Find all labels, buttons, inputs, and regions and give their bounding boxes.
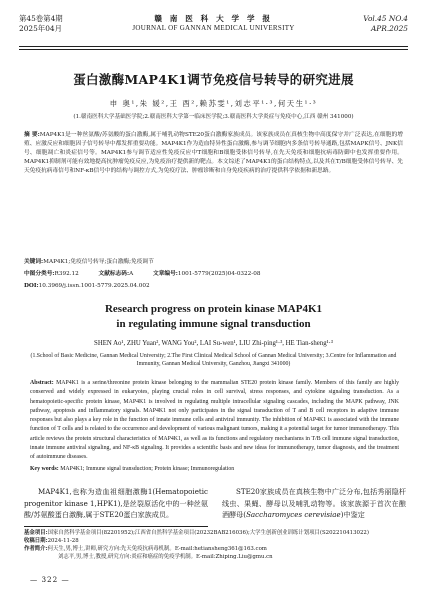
doi-line <box>24 282 403 291</box>
abstract-text-cn: MAP4K1是一种丝氨酸/苏氨酸的蛋白激酶,属于哺乳动物STE20蛋白激酶家族成员。该家族成员在真核生物中高度保守并广泛表达,在细胞的增殖、应激反应和细胞因子信号转导中都发挥重要功能。MAP4K1作为造血特异性蛋白激酶,参与调节细胞内多条信号转导通路,包括MAPK信号、JNK信号、细胞凋亡和炎症信号等。MAP4K1参与调节适应性免疫反应中T细胞和B细胞受体信号转导,在先天免疫和细胞抗病毒防御中也发挥重要作用。MAP4K1抑制剂可能有效地提高抗肿瘤免疫反应,为免疫治疗提供新的靶点。本文综述了MAP4K1的蛋白结构特点,以及其在T/B细胞受体信号转导、先天免疫抗病毒信号和NF-κB信号中的结构与调控方式,为免疫疗法、肿瘤诊断和自身免疫疾病的治疗提供科学依据和新思路。 <box>24 132 403 174</box>
footnotes <box>24 529 403 561</box>
doc-code-value: A <box>129 271 134 277</box>
abstract-en <box>30 379 399 462</box>
title-en-line1: Research progress on protein kinase MAP4K1 <box>104 303 323 315</box>
abstract-label-cn: 摘 要: <box>24 132 40 138</box>
affiliation-cn: (1.赣南医科大学基础医学院;2.赣南医科大学第一临床医学院;3.赣南医科大学炎症与免疫中心,江西 赣州 341000) <box>73 114 354 120</box>
running-header <box>19 12 408 46</box>
authors-cn: 申 奥¹,朱 媛²,王 酉²,赖苏雯¹,刘志平¹·³,何天生¹·³ <box>109 99 318 108</box>
authors-en: SHEN Ao¹, ZHU Yuan², WANG You², LAI Su-wen¹, LIU Zhi-ping¹·³, HE Tian-sheng¹·³ <box>94 340 333 347</box>
header-rule-thin <box>19 49 408 50</box>
clc-label: 中图分类号: <box>24 271 55 277</box>
fund-text: 国家自然科学基金项目(82201952);江西省自然科学基金项目(20232BAB216036);大学生创新创业训练计划项目(S202210413022) <box>47 530 369 536</box>
keywords-cn <box>24 258 403 267</box>
article-title-cn: 蛋白激酶MAP4K1调节免疫信号转导的研究进展 <box>73 72 354 87</box>
author-bio-2: 刘志平,男,博士,教授,研究方向:炎症和癌症的免疫学机制。E-mail:Zhiping.Liu@gmu.cn <box>58 554 273 560</box>
keywords-text-cn: MAP4K1;免疫信号转导;蛋白激酶;免疫调节 <box>43 259 154 265</box>
fund-note <box>24 529 403 537</box>
author-bio-1: 何天生,男,博士,讲师,研究方向:先天免疫抗病毒机制。E-mail:hetiansheng361@163.com <box>47 546 267 552</box>
body-paragraph: MAP4K1,也称为造血祖细胞激酶1(Hematopoietic progenitor kinase 1,HPK1),是丝裂原活化中的一种丝氨酸/苏氨酸蛋白激酶,属于STE20蛋白家族成员。 <box>24 487 208 519</box>
journal-name-en: JOURNAL OF GANNAN MEDICAL UNIVERSITY <box>132 23 295 32</box>
date-en: APR.2025 <box>370 23 408 33</box>
title-en-line2: in regulating immune signal transduction <box>116 317 311 330</box>
body-column-right <box>222 486 406 521</box>
classification-meta <box>24 270 403 279</box>
body-column-left <box>24 486 208 521</box>
clc-value: R392.12 <box>54 271 79 277</box>
article-no-label: 文章编号: <box>153 271 178 277</box>
abstract-text-en: MAP4K1 is a serine/threonine protein kinase belonging to the mammalian STE20 protein kinase family. Members of this family are highly conserved and widely expressed in eukaryotes, playing crucial roles in cell survival, stress responses, and cytokine signaling transduction. As a hematopoietic-specific protein kinase, MAP4K1 is involved in regulating multiple intracellular signaling cascades, including the MAPK pathway, JNK pathway, apoptosis and inflammatory signals. MAP4K1 not only participates in the signal transduction of T and B cell receptors in adaptive immune responses but also plays a key role in the function of innate immune cells and antiviral immunity. The inhibition of MAP4K1 is associated with the immune function of T cells and is related to the occurrence and development of various malignant tumors, making it a potential target for tumor immunotherapy. This article reviews the protein structural characteristics of MAP4K1, as well as its functions and regulatory mechanisms in T/B cell immune signal transduction, innate immune antiviral signaling, and NF-κB signaling. It provides a scientific basis and new ideas for immunotherapy, tumor diagnosis, and the treatment of autoimmune diseases. <box>30 380 399 460</box>
body-paragraph-right <box>222 486 406 521</box>
keywords-en <box>30 465 399 474</box>
header-right <box>363 14 408 33</box>
abstract-cn <box>24 131 403 176</box>
body-text-right: STE20家族成员在真核生物中广泛分布,包括秀丽隐杆线虫、果蝇、酵母以及哺乳动物等。该家族源于首次在酿酒酵母( <box>222 487 406 519</box>
footnote-rule <box>24 526 208 527</box>
received-note <box>24 537 403 545</box>
abstract-label-en: Abstract: <box>30 380 54 386</box>
received-label: 收稿日期: <box>24 538 48 544</box>
volume-en: Vol.45 NO.4 <box>363 14 408 23</box>
doc-code-label: 文献标志码: <box>98 271 130 277</box>
article-title-en <box>0 302 427 331</box>
author-label: 作者简介: <box>24 546 48 552</box>
species-name: Saccharomyces cerevisiae <box>246 510 341 519</box>
keywords-label-en: Key words: <box>30 466 59 472</box>
journal-name-cn: 赣 南 医 科 大 学 学 报 <box>154 14 273 23</box>
affiliation-en: (1.School of Basic Medicine, Gannan Medical University; 2.The First Clinical Medical School of Gannan Medical University; 3.Centre for Inflammation and Immunity, Gannan Medical University, Ganzhou, Jiangxi 341000) <box>30 353 397 368</box>
volume-cn: 第45卷第4期 <box>19 14 63 23</box>
page-number: — 322 — <box>30 575 70 584</box>
fund-label: 基金项目: <box>24 530 48 536</box>
body-text-right-tail: )中鉴定 <box>340 510 365 519</box>
article-no-value: 1001-5779(2025)04-0322-08 <box>177 271 261 277</box>
header-rule-thick <box>19 46 408 47</box>
author-note <box>24 545 403 553</box>
keywords-label-cn: 关键词: <box>24 259 44 265</box>
date-cn: 2025年04月 <box>19 23 62 33</box>
header-center <box>19 14 408 33</box>
keywords-text-en: MAP4K1; Immune signal transduction; Protein kinase; Immunoregulation <box>60 466 235 472</box>
doi-label: DOI: <box>24 283 39 289</box>
doi-value: 10.3969/j.issn.1001-5779.2025.04.002 <box>38 283 150 289</box>
received-date: 2024-11-28 <box>47 538 79 544</box>
